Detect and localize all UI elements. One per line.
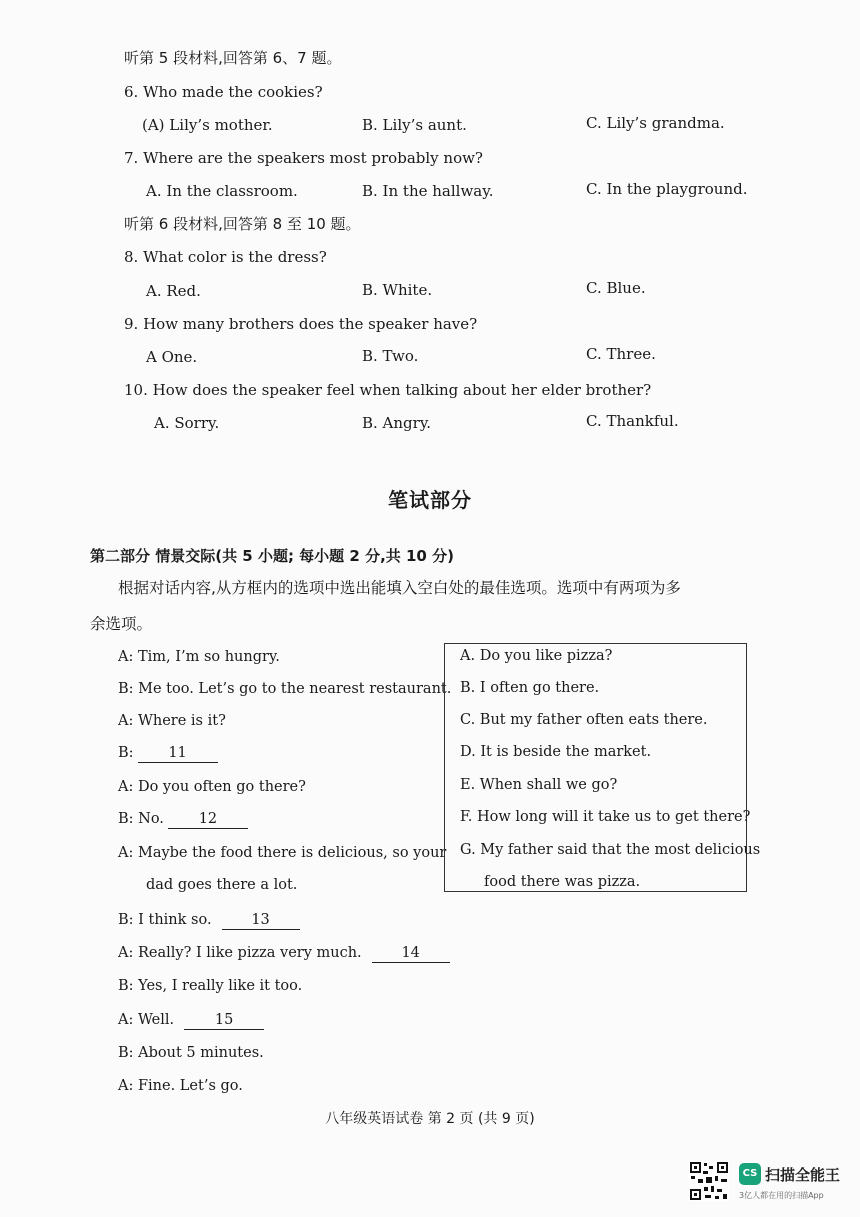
q8-option-a: A. Red. [146, 282, 201, 300]
dialogue-line: A: Tim, I’m so hungry. [118, 649, 280, 665]
dialogue-line: A: Fine. Let’s go. [118, 1078, 243, 1094]
box-option-f: F. How long will it take us to get there? [460, 809, 751, 825]
dialogue-line: B: Me too. Let’s go to the nearest restaurant. [118, 681, 452, 697]
q10-option-c: C. Thankful. [586, 412, 679, 430]
camscanner-tagline: 3亿人都在用的扫描App [739, 1191, 824, 1200]
q6-option-b: B. Lily’s aunt. [362, 116, 467, 134]
question-8: 8. What color is the dress? [124, 248, 327, 266]
instruction-line-1: 根据对话内容,从方框内的选项中选出能填入空白处的最佳选项。选项中有两项为多 [118, 579, 681, 597]
page-footer: 八年级英语试卷 第 2 页 (共 9 页) [325, 1111, 535, 1127]
listening-intro-5: 听第 5 段材料,回答第 6、7 题。 [124, 49, 342, 67]
q10-option-b: B. Angry. [362, 414, 432, 432]
dialogue-line: B: About 5 minutes. [118, 1045, 264, 1061]
camscanner-name: 扫描全能王 [765, 1166, 841, 1184]
question-9: 9. How many brothers does the speaker have? [124, 315, 478, 333]
section-title: 笔试部分 [388, 488, 472, 512]
answer-blank[interactable]: 12 [168, 810, 248, 829]
part-heading: 第二部分 情景交际(共 5 小题; 每小题 2 分,共 10 分) [90, 547, 454, 565]
instruction-line-2: 余选项。 [90, 615, 153, 633]
box-option-a: A. Do you like pizza? [460, 648, 613, 664]
answer-blank[interactable]: 15 [184, 1011, 264, 1030]
dialogue-line: A: Maybe the food there is delicious, so your [118, 845, 447, 861]
question-10: 10. How does the speaker feel when talking about her elder brother? [124, 381, 652, 399]
dialogue-line: A: Do you often go there? [118, 779, 306, 795]
dialogue-line: A: Really? I like pizza very much. 14 [118, 943, 450, 963]
question-6: 6. Who made the cookies? [124, 83, 323, 101]
question-7: 7. Where are the speakers most probably now? [124, 149, 483, 167]
box-option-e: E. When shall we go? [460, 777, 618, 793]
q6-option-c: C. Lily’s grandma. [586, 114, 725, 132]
listening-intro-6: 听第 6 段材料,回答第 8 至 10 题。 [124, 215, 361, 233]
answer-blank[interactable]: 14 [372, 944, 450, 963]
dialogue-line: B: I think so. 13 [118, 910, 300, 930]
dialogue-line: B: Yes, I really like it too. [118, 978, 303, 994]
q7-option-a: A. In the classroom. [146, 182, 298, 200]
dialogue-line: B: 11 [118, 743, 218, 763]
box-option-g: G. My father said that the most delicious [460, 842, 761, 858]
camscanner-logo-icon: CS [739, 1163, 761, 1185]
answer-blank[interactable]: 13 [222, 911, 300, 930]
q7-option-b: B. In the hallway. [362, 182, 494, 200]
qr-code-icon [689, 1161, 729, 1201]
q8-option-b: B. White. [362, 281, 433, 299]
answer-blank[interactable]: 11 [138, 744, 218, 763]
q6-option-a: (A) Lily’s mother. [142, 116, 273, 134]
q10-option-a: A. Sorry. [154, 414, 220, 432]
q8-option-c: C. Blue. [586, 279, 646, 297]
box-option-g-cont: food there was pizza. [484, 874, 641, 890]
dialogue-line: dad goes there a lot. [146, 877, 298, 893]
dialogue-line: B: No. 12 [118, 809, 248, 829]
dialogue-line: A: Where is it? [118, 713, 226, 729]
box-option-c: C. But my father often eats there. [460, 712, 708, 728]
q9-option-c: C. Three. [586, 345, 656, 363]
q9-option-a: A One. [146, 348, 198, 366]
box-option-d: D. It is beside the market. [460, 744, 652, 760]
q9-option-b: B. Two. [362, 347, 419, 365]
box-option-b: B. I often go there. [460, 680, 600, 696]
q7-option-c: C. In the playground. [586, 180, 748, 198]
dialogue-line: A: Well. 15 [118, 1010, 264, 1030]
